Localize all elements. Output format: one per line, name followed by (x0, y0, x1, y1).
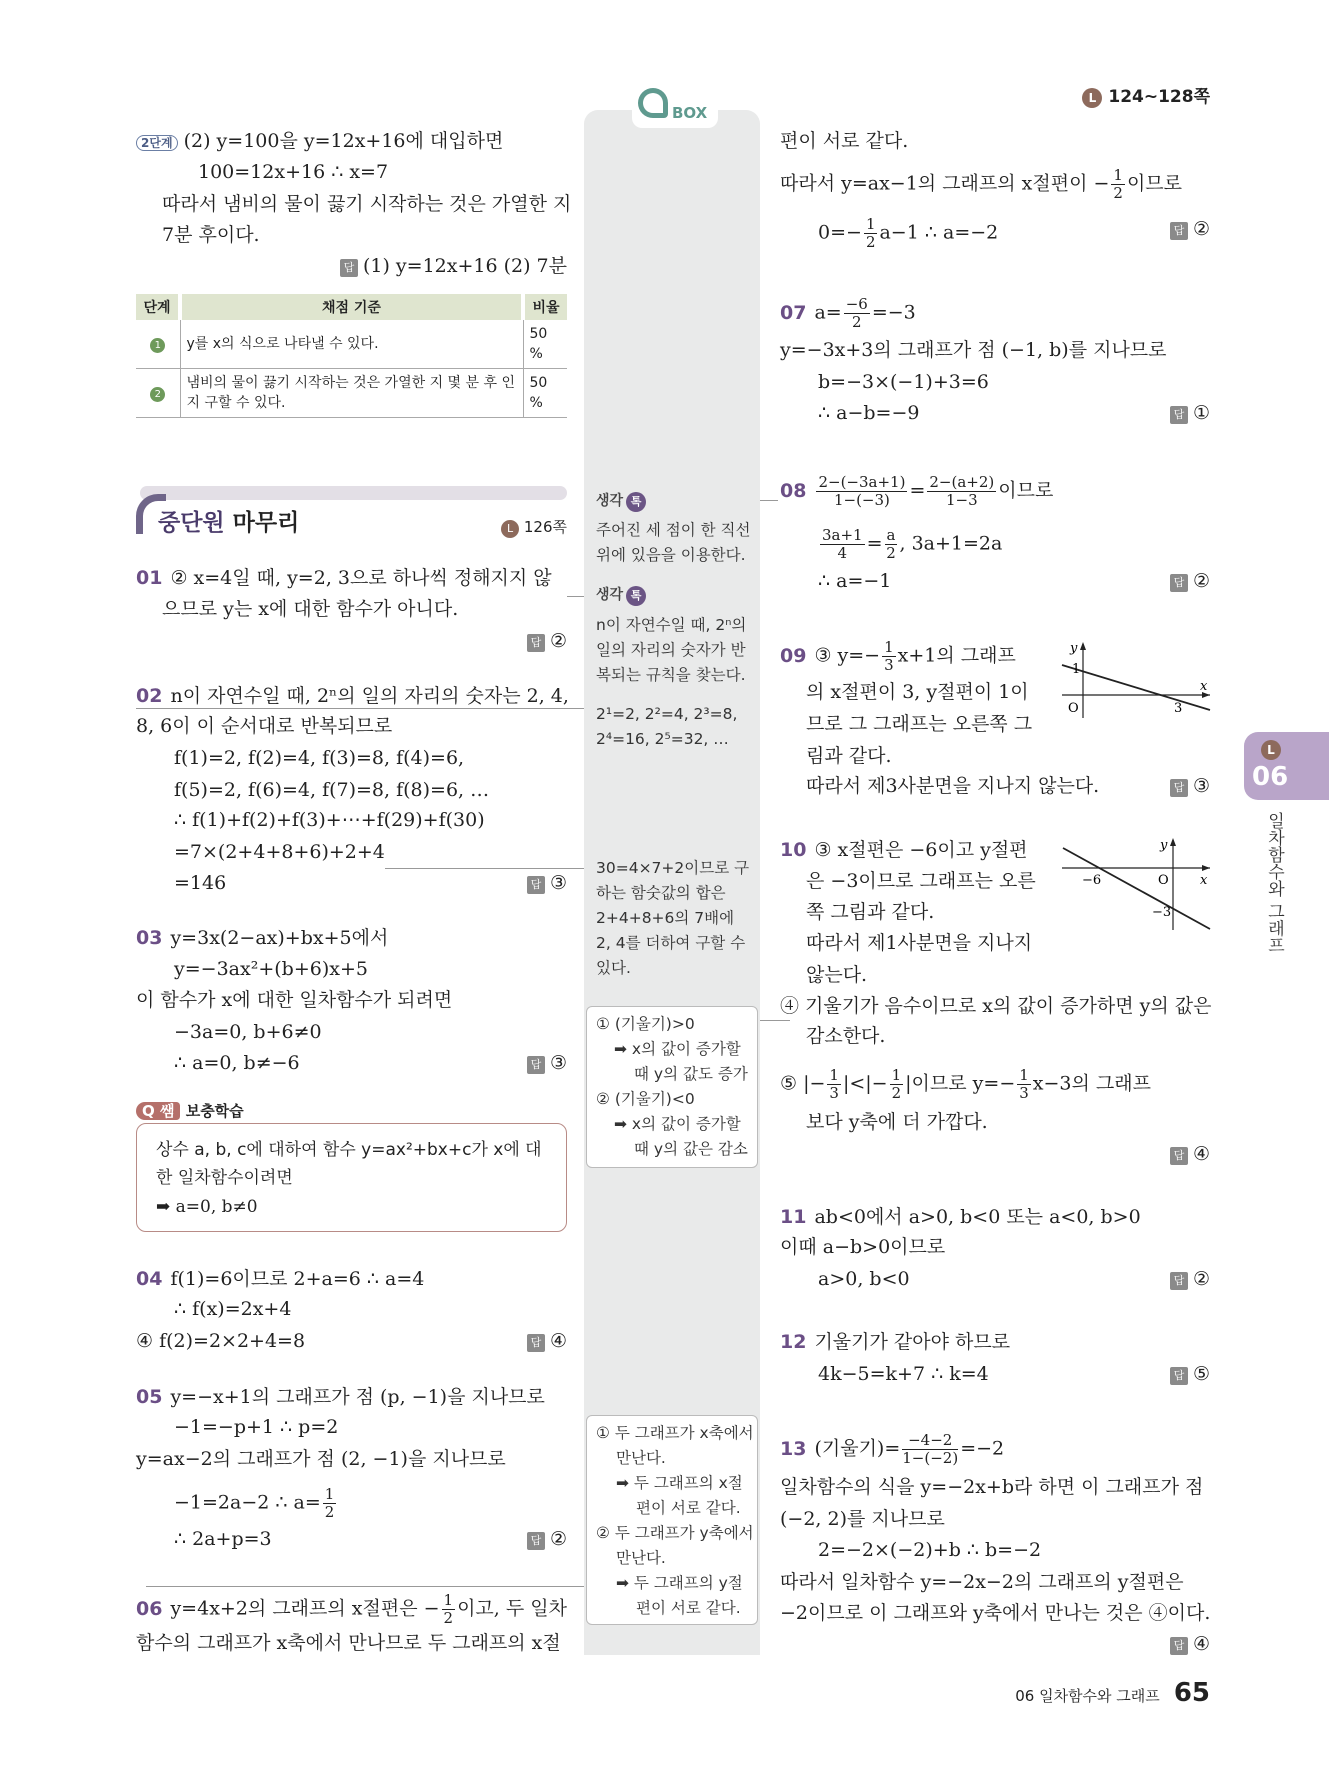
tip-1: 주어진 세 점이 한 직선 위에 있음을 이용한다. (596, 521, 751, 564)
answer: 답 ④ (527, 1328, 567, 1354)
answer: 답 (1) y=12x+16 (2) 7분 (340, 253, 567, 279)
answer: 답 ③ (527, 1050, 567, 1076)
q13-line: −2이므로 이 그래프와 y축에서 만나는 것은 ④이다. (780, 1602, 1211, 1624)
q09-line: 따라서 제3사분면을 지나지 않는다. (806, 775, 1100, 797)
q03-line: ∴ a=0, b≠−6 (174, 1052, 300, 1074)
page-range-text: 124~128쪽 (1108, 87, 1210, 107)
q13: 13 (기울기)= $\frac{-4-2}{1-(-2)}$ =−2 (780, 1431, 1005, 1467)
section-header-bar (140, 486, 567, 500)
intercept-note: ① 두 그래프가 x축에서 만난다. ➡ 두 그래프의 x절 편이 서로 같다. ② 두 그래프가 y축에서 만난다. ➡ 두 그래프의 y절 편이 서로 같다. (596, 1424, 754, 1617)
section-title: 중단원 마무리 (158, 510, 300, 536)
q11-line: a>0, b<0 (818, 1268, 910, 1290)
qbox-logo-text: BOX (672, 104, 708, 122)
q02-line: =7×(2+4+8+6)+2+4 (174, 841, 385, 863)
q08-line: ∴ a=−1 (818, 570, 892, 592)
chapter-tab-badge: L (1261, 740, 1281, 760)
origin-label: O (1068, 701, 1079, 716)
q-ssam-line: 한 일차함수이려면 (156, 1168, 293, 1188)
q05-line: y=ax−2의 그래프가 점 (2, −1)을 지나므로 (136, 1448, 506, 1470)
note-1: 2¹=2, 2²=4, 2³=8, 2⁴=16, 2⁵=32, … (596, 705, 738, 748)
q02-line: 8, 6이 이 순서대로 반복되므로 (136, 715, 393, 737)
q02-line: f(1)=2, f(2)=4, f(3)=8, f(4)=6, (174, 747, 465, 769)
q09-line: 므로 그 그래프는 오른쪽 그 (806, 713, 1033, 735)
x-intercept-label: 3 (1174, 701, 1183, 716)
q04-line: ④ f(2)=2×2+4=8 (136, 1330, 306, 1352)
origin-label: O (1158, 873, 1169, 888)
footer (1015, 1680, 1210, 1709)
q08-line: $\frac{3a+1}{4}$ = $\frac{a}{2}$ , 3a+1=2a (822, 526, 1003, 562)
q09-graph (1060, 640, 1212, 720)
tok-badge-icon: 톡 (626, 586, 646, 606)
q07: 07 a= $\frac{-6}{2}$ =−3 (780, 295, 916, 331)
scoring-table (136, 294, 567, 418)
q06: 06 y=4x+2의 그래프의 x절편은 − $\frac{1}{2}$ 이고, 두 일차 (136, 1591, 567, 1627)
q09-line: 림과 같다. (806, 745, 892, 767)
q-ssam-badge: Q 쌤 (136, 1102, 180, 1120)
q07-line: ∴ a−b=−9 (818, 402, 920, 424)
q05-line: −1=−p+1 ∴ p=2 (174, 1416, 339, 1438)
q13-line: (−2, 2)를 지나므로 (780, 1508, 945, 1530)
q10-line: 않는다. (806, 964, 868, 986)
q04-line: ∴ f(x)=2x+4 (174, 1298, 292, 1320)
answer: 답 ① (1170, 400, 1210, 426)
connector-line (567, 596, 584, 597)
tok-badge-icon: 톡 (626, 492, 646, 512)
q09: 09 ③ y=− $\frac{1}{3}$ x+1의 그래프 (780, 638, 1016, 674)
tip-label: 생각 톡 (596, 584, 646, 606)
q02-line: =146 (174, 872, 227, 894)
section-page-ref: L 126쪽 (501, 514, 567, 540)
q10-option5: ⑤ |− $\frac{1}{3}$ |<|− $\frac{1}{2}$ |이므로 y=− $\frac{1}{3}$ x−3의 그래프 (780, 1066, 1151, 1102)
q02-line: ∴ f(1)+f(2)+f(3)+⋯+f(29)+f(30) (174, 809, 485, 831)
q01: 01 ② x=4일 때, y=2, 3으로 하나씩 정해지지 않 (136, 567, 552, 589)
graph-line (1063, 848, 1210, 929)
q-ssam-label: Q 쌤 보충학습 (136, 1098, 244, 1124)
connector-line (385, 868, 584, 869)
q06-cont-line: 따라서 y=ax−1의 그래프의 x절편이 − $\frac{1}{2}$ 이므로 (780, 166, 1183, 202)
page-number: 65 (1173, 1678, 1210, 1708)
step-badge: 2단계 (136, 135, 178, 151)
answer: 답 ⑤ (1170, 1361, 1210, 1387)
tip-2: n이 자연수일 때, 2ⁿ의 일의 자리의 숫자가 반 복되는 규칙을 찾는다. (596, 616, 747, 684)
step2-line: 7분 후이다. (162, 224, 260, 246)
x-label: x (1200, 679, 1208, 694)
q11: 11 ab<0에서 a>0, b<0 또는 a<0, b>0 (780, 1206, 1141, 1228)
y-arrow-icon (1170, 838, 1176, 846)
q06-cont-line: 0=− $\frac{1}{2}$ a−1 ∴ a=−2 (818, 215, 999, 251)
q05-line: −1=2a−2 ∴ a= $\frac{1}{2}$ (174, 1485, 335, 1521)
qbox-logo-q-icon (638, 88, 668, 118)
q04: 04 f(1)=6이므로 2+a=6 ∴ a=4 (136, 1268, 425, 1290)
connector-line (760, 500, 778, 501)
q11-line: 이때 a−b>0이므로 (780, 1236, 946, 1258)
q08: 08 $\frac{2-(-3a+1)}{1-(-3)}$ = $\frac{2-(a+2)}{1-3}$ 이므로 (780, 473, 1054, 509)
answer: 답 ② (1170, 216, 1210, 242)
q10-option4: ④ 기울기가 음수이므로 x의 값이 증가하면 y의 값은 (780, 995, 1212, 1017)
q06-cont-line: 편이 서로 같다. (780, 130, 909, 152)
answer-icon: 답 (340, 259, 358, 277)
q13-line: 따라서 일차함수 y=−2x−2의 그래프의 y절편은 (780, 1571, 1184, 1593)
q10-option5: 보다 y축에 더 가깝다. (806, 1111, 988, 1133)
q09-line: 의 x절편이 3, y절편이 1이 (806, 681, 1029, 703)
q10-line: 따라서 제1사분면을 지나지 (806, 932, 1033, 954)
q-ssam-line: 상수 a, b, c에 대하여 함수 y=ax²+bx+c가 x에 대 (156, 1140, 542, 1160)
q-ssam-line: ➡ a=0, b≠0 (156, 1197, 258, 1217)
q02: 02 n이 자연수일 때, 2ⁿ의 일의 자리의 숫자는 2, 4, (136, 685, 569, 707)
connector-line (760, 1020, 790, 1021)
answer: 답 ③ (527, 870, 567, 896)
y-intercept-label: −3 (1152, 905, 1172, 920)
q12: 12 기울기가 같아야 하므로 (780, 1331, 1011, 1353)
q10-line: 쪽 그림과 같다. (806, 901, 935, 923)
q13-line: 일차함수의 식을 y=−2x+b라 하면 이 그래프가 점 (780, 1476, 1204, 1498)
y-intercept-label: 1 (1072, 662, 1081, 677)
q06-line: 함수의 그래프가 x축에서 만나므로 두 그래프의 x절 (136, 1632, 561, 1654)
tip-label: 생각 톡 (596, 490, 646, 512)
x-intercept-label: −6 (1082, 873, 1102, 888)
table-row: 2 냄비의 물이 끓기 시작하는 것은 가열한 지 몇 분 후 인지 구할 수 있다. 50 % (136, 369, 567, 418)
q10-option4: 감소한다. (806, 1025, 886, 1047)
q12-line: 4k−5=k+7 ∴ k=4 (818, 1363, 989, 1385)
y-label: y (1160, 838, 1168, 853)
y-arrow-icon (1080, 642, 1086, 650)
footer-chapter: 06 일차함수와 그래프 (1015, 1687, 1160, 1705)
q10-line: 은 −3이므로 그래프는 오른 (806, 870, 1036, 892)
lesson-badge: L (1082, 88, 1102, 108)
table-header: 비율 (523, 294, 567, 320)
q13-line: 2=−2×(−2)+b ∴ b=−2 (818, 1539, 1042, 1561)
q07-line: b=−3×(−1)+3=6 (818, 371, 989, 393)
q10-graph (1060, 836, 1212, 932)
answer: 답 ② (527, 628, 567, 654)
q10: 10 ③ x절편은 −6이고 y절편 (780, 839, 1028, 861)
answer: 답 ② (527, 1526, 567, 1552)
y-label: y (1070, 641, 1078, 656)
q03-line: y=−3ax²+(b+6)x+5 (174, 958, 368, 980)
table-header: 단계 (136, 294, 180, 320)
q07-line: y=−3x+3의 그래프가 점 (−1, b)를 지나므로 (780, 339, 1167, 361)
answer: 답 ④ (1170, 1631, 1210, 1657)
graph-line (1062, 665, 1210, 710)
chapter-tab-title: 일차함수와 그래프 (1264, 812, 1284, 954)
page-range (1082, 84, 1210, 110)
answer: 답 ③ (1170, 773, 1210, 799)
answer: 답 ④ (1170, 1141, 1210, 1167)
q05: 05 y=−x+1의 그래프가 점 (p, −1)을 지나므로 (136, 1386, 545, 1408)
table-header: 채점 기준 (180, 294, 523, 320)
connector-line (146, 1586, 584, 1587)
table-row: 1 y를 x의 식으로 나타낼 수 있다. 50 % (136, 320, 567, 369)
answer: 답 ② (1170, 1266, 1210, 1292)
step2-line: 2단계 (2) y=100을 y=12x+16에 대입하면 (136, 128, 503, 156)
chapter-tab-number: 06 (1252, 762, 1289, 792)
x-arrow-icon (1202, 865, 1210, 871)
q03: 03 y=3x(2−ax)+bx+5에서 (136, 927, 389, 949)
q01-line: 으므로 y는 x에 대한 함수가 아니다. (162, 598, 459, 620)
step2-line: 따라서 냄비의 물이 끓기 시작하는 것은 가열한 지 (162, 193, 572, 215)
note-2: 30=4×7+2이므로 구 하는 함숫값의 합은 2+4+8+6의 7배에 2, 4를 더하여 구할 수 있다. (596, 859, 750, 977)
q03-line: 이 함수가 x에 대한 일차함수가 되려면 (136, 989, 453, 1011)
slope-note: ① (기울기)>0 ➡ x의 값이 증가할 때 y의 값도 증가 ② (기울기)<0 ➡ x의 값이 증가할 때 y의 값은 감소 (596, 1015, 748, 1158)
q05-line: ∴ 2a+p=3 (174, 1528, 272, 1550)
step2-line: 100=12x+16 ∴ x=7 (198, 161, 389, 183)
q02-line: f(5)=2, f(6)=4, f(7)=8, f(8)=6, … (174, 779, 490, 801)
x-label: x (1200, 873, 1208, 888)
answer: 답 ② (1170, 568, 1210, 594)
q03-line: −3a=0, b+6≠0 (174, 1021, 322, 1043)
